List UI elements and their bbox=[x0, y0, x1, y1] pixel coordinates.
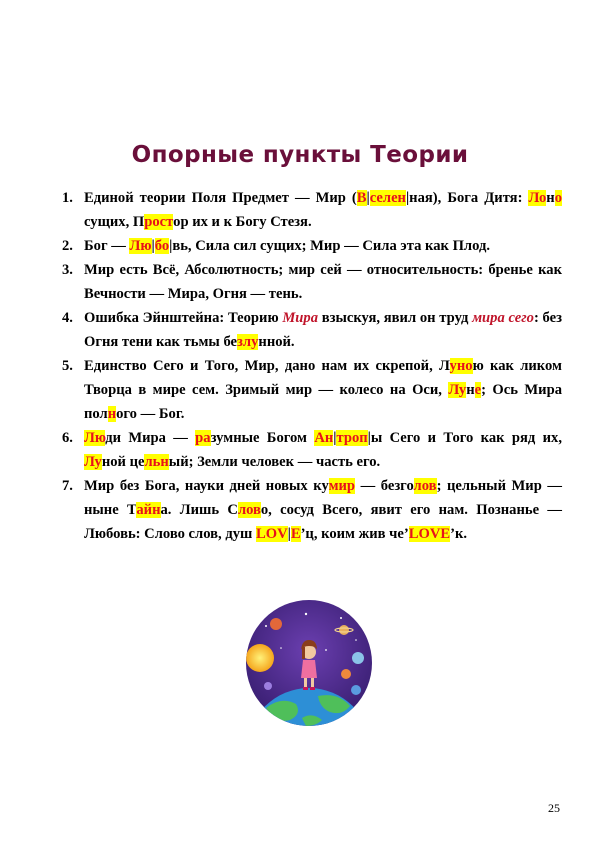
highlighted-fragment: Лю bbox=[84, 430, 106, 446]
highlighted-fragment: E bbox=[290, 526, 301, 542]
text-fragment: зумные Богом bbox=[210, 430, 315, 446]
text-fragment: Мир без Бога, науки дней новых ку bbox=[84, 478, 329, 494]
highlighted-fragment: Лу bbox=[84, 454, 102, 470]
highlighted-fragment: злу bbox=[237, 334, 259, 350]
theory-points-list bbox=[58, 186, 562, 546]
highlighted-fragment: мир bbox=[328, 478, 356, 494]
text-fragment: ый; Земли человек — часть его. bbox=[168, 454, 381, 470]
list-item bbox=[58, 426, 562, 474]
item-text bbox=[84, 238, 490, 254]
girl-standing-on-earth-in-space-icon bbox=[246, 600, 372, 726]
text-fragment: Единой теории Поля Предмет — Мир ( bbox=[84, 190, 357, 206]
highlighted-fragment: Лю bbox=[129, 238, 152, 254]
highlighted-fragment: льн bbox=[144, 454, 169, 470]
italic-emphasis: Мира bbox=[282, 310, 319, 326]
text-fragment: : без Огня тени как тьмы бе bbox=[84, 310, 562, 350]
text-fragment: | bbox=[151, 238, 155, 254]
highlighted-fragment: бо bbox=[154, 238, 170, 254]
highlighted-fragment: ра bbox=[195, 430, 211, 446]
highlighted-fragment: троп bbox=[336, 430, 368, 446]
list-item bbox=[58, 354, 562, 426]
list-item bbox=[58, 234, 562, 258]
text-fragment: сущих, П bbox=[84, 214, 145, 230]
text-fragment: н bbox=[466, 382, 475, 398]
text-fragment: |вь, Сила сил сущих; Мир — Сила эта как Плод. bbox=[169, 238, 491, 254]
highlighted-fragment: н bbox=[107, 406, 117, 422]
text-fragment: Ошибка Эйнштейна: Теорию bbox=[84, 310, 283, 326]
text-fragment: ; цельный Мир — ныне Т bbox=[84, 478, 562, 518]
italic-emphasis: мира сего bbox=[472, 310, 534, 326]
item-number: 4. bbox=[62, 310, 73, 326]
item-number: 6. bbox=[62, 430, 73, 446]
highlighted-fragment: LOVE bbox=[408, 526, 451, 542]
text-fragment: нной. bbox=[258, 334, 295, 350]
text-fragment: Бог — bbox=[84, 238, 130, 254]
text-fragment: | bbox=[287, 526, 291, 542]
text-fragment: ’ц, коим жив че’ bbox=[300, 526, 409, 542]
list-item bbox=[58, 474, 562, 546]
highlighted-fragment: LOV bbox=[255, 526, 288, 542]
highlighted-fragment: Ло bbox=[528, 190, 547, 206]
item-number: 3. bbox=[62, 262, 73, 278]
text-fragment: ; Ось Мира пол bbox=[84, 382, 562, 422]
highlighted-fragment: Лу bbox=[448, 382, 467, 398]
list-item bbox=[58, 258, 562, 306]
highlighted-fragment: е bbox=[474, 382, 482, 398]
item-number: 1. bbox=[62, 190, 73, 206]
item-number: 5. bbox=[62, 358, 73, 374]
text-fragment: ор их и к Богу Стезя. bbox=[173, 214, 312, 230]
text-fragment: ого — Бог. bbox=[116, 406, 185, 422]
highlighted-fragment: В bbox=[356, 190, 367, 206]
list-item bbox=[58, 186, 562, 234]
text-fragment: ди Мира — bbox=[105, 430, 196, 446]
item-text bbox=[84, 478, 562, 542]
item-text bbox=[84, 190, 562, 230]
item-text bbox=[84, 310, 562, 350]
text-fragment: Мир есть Всё, Абсолютность; мир сей — относительность: бренье как Вечности — Мира, Огня — тень. bbox=[84, 262, 562, 302]
item-text bbox=[84, 262, 562, 302]
text-fragment: |ы Сего и Того как ряд их, bbox=[367, 430, 562, 446]
item-number: 2. bbox=[62, 238, 73, 254]
list-item bbox=[58, 306, 562, 354]
text-fragment: | bbox=[366, 190, 370, 206]
text-fragment: ’к. bbox=[450, 526, 468, 542]
text-fragment: Единство Сего и Того, Мир, дано нам их скрепой, Л bbox=[84, 358, 450, 374]
highlighted-fragment: айн bbox=[136, 502, 161, 518]
text-fragment: | bbox=[333, 430, 337, 446]
item-number: 7. bbox=[62, 478, 73, 494]
text-fragment: — безго bbox=[355, 478, 414, 494]
highlighted-fragment: Ан bbox=[314, 430, 334, 446]
text-fragment: взыскуя, явил он труд bbox=[318, 310, 473, 326]
text-fragment: н bbox=[546, 190, 555, 206]
highlighted-fragment: о bbox=[554, 190, 562, 206]
highlighted-fragment: селен bbox=[369, 190, 406, 206]
highlighted-fragment: лов bbox=[237, 502, 261, 518]
page-number: 25 bbox=[548, 801, 560, 815]
highlighted-fragment: рост bbox=[144, 214, 174, 230]
highlighted-fragment: лов bbox=[413, 478, 437, 494]
item-text bbox=[84, 430, 562, 470]
text-fragment: ной це bbox=[101, 454, 145, 470]
text-fragment: о, сосуд Всего, явит его нам. Познанье — Любовь: Слово слов, душ bbox=[84, 502, 562, 542]
text-fragment: |ная), Бога Дитя: bbox=[405, 190, 529, 206]
item-text bbox=[84, 358, 562, 422]
highlighted-fragment: уно bbox=[449, 358, 473, 374]
page-title: Опорные пункты Теории bbox=[131, 142, 469, 168]
text-fragment: а. Лишь С bbox=[160, 502, 238, 518]
text-fragment: ю как ликом Творца в мире сем. Зримый мир — колесо на Оси, bbox=[84, 358, 562, 398]
